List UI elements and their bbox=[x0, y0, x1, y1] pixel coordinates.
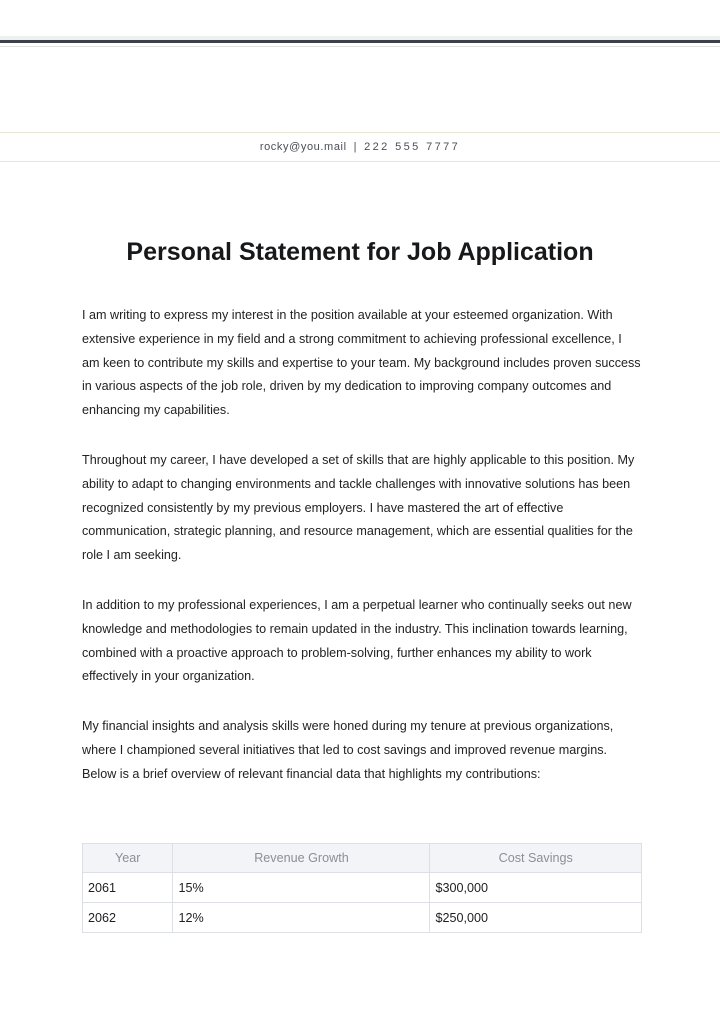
statement-body bbox=[82, 304, 642, 787]
column-header-year: Year bbox=[83, 844, 173, 873]
paragraph-skills: Throughout my career, I have developed a set of skills that are highly applicable to this position. My ability to adapt to changing environments and tackle challenges with innovative solutions has been recognized consistently by my previous employers. I have mastered the art of effective communication, strategic planning, and resource management, which are essential qualities for the role I am seeking. bbox=[82, 452, 635, 563]
paragraph-intro: I am writing to express my interest in the position available at your esteemed organization. With extensive experience in my field and a strong commitment to achieving professional excellence, I am keen to contribute my skills and expertise to your team. My background includes proven success in various aspects of the job role, driven by my dedication to improving company outcomes and enhancing my capabilities. bbox=[82, 308, 641, 418]
cell-year: 2062 bbox=[83, 903, 173, 933]
paragraph-learning: In addition to my professional experiences, I am a perpetual learner who continually seeks out new knowledge and methodologies to remain updated in the industry. This inclination towards learning, combined with a proactive approach to problem-solving, further enhances my ability to work effectively in your organization. bbox=[82, 597, 632, 684]
top-header-bar bbox=[0, 0, 720, 47]
column-header-cost-savings: Cost Savings bbox=[430, 844, 642, 873]
contact-email[interactable]: rocky@you.mail bbox=[259, 141, 347, 153]
table-row bbox=[83, 903, 642, 933]
cell-year: 2061 bbox=[83, 873, 173, 903]
column-header-revenue-growth: Revenue Growth bbox=[173, 844, 430, 873]
table-row bbox=[83, 873, 642, 903]
cell-cost-savings: $300,000 bbox=[430, 873, 642, 903]
cell-cost-savings: $250,000 bbox=[430, 903, 642, 933]
table-header-row bbox=[83, 844, 642, 873]
document-title: Personal Statement for Job Application bbox=[126, 238, 594, 266]
cell-revenue-growth: 15% bbox=[173, 873, 430, 903]
paragraph-financial: My financial insights and analysis skills were honed during my tenure at previous organizations, where I championed several initiatives that led to cost savings and improved revenue margins. Below is a brief overview of relevant financial data that highlights my contributions: bbox=[82, 719, 614, 781]
cell-revenue-growth: 12% bbox=[173, 903, 430, 933]
contact-phone[interactable]: 222 555 7777 bbox=[364, 141, 461, 153]
contact-strip bbox=[0, 132, 720, 162]
contact-separator: | bbox=[353, 141, 358, 153]
financial-data-table bbox=[82, 843, 642, 933]
header-accent-line bbox=[0, 40, 720, 43]
